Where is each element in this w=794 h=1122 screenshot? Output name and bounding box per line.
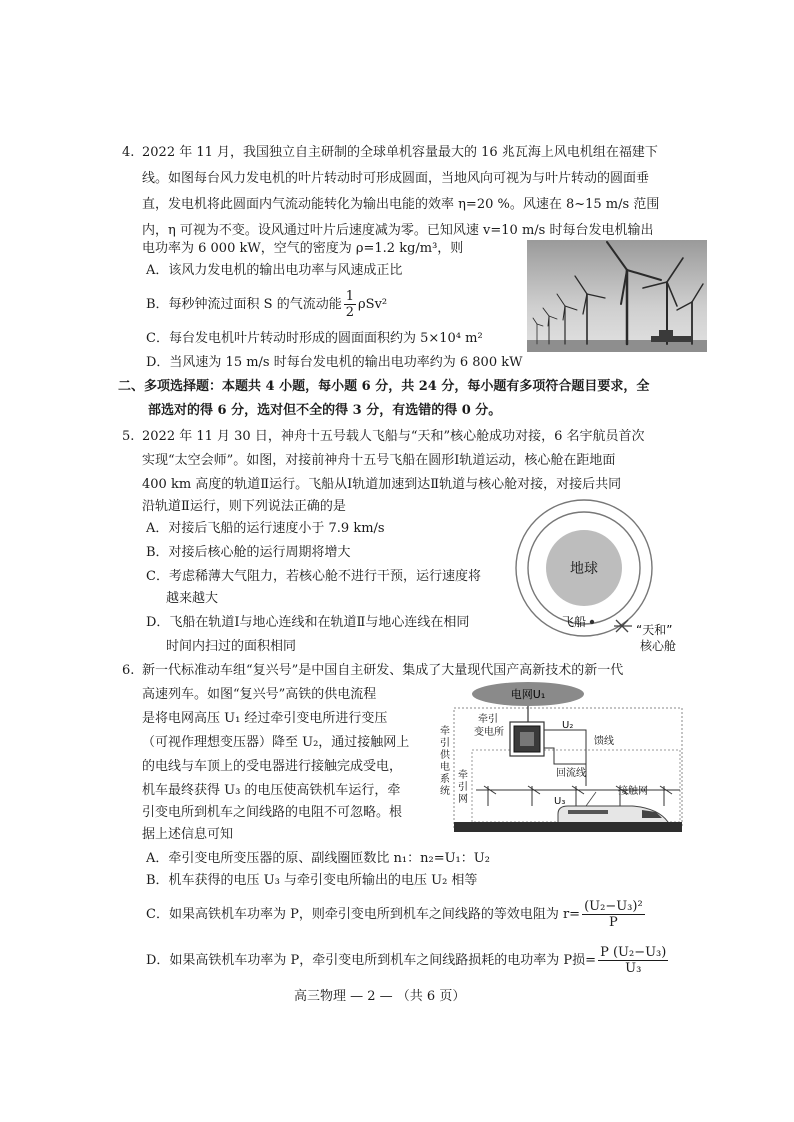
q4-line-3: 直，发电机将此圆面内气流动能转化为输出电能的效率 η=20 %。风速在 8~15 m/s 范围 xyxy=(142,197,660,212)
q5-option-c-line-1: C．考虑稀薄大气阻力，若核心舱不进行干预，运行速度将 xyxy=(146,569,481,584)
q5-line-1: 2022 年 11 月 30 日，神舟十五号载人飞船与“天和”核心舱成功对接，6 名宇航员首次 xyxy=(142,429,645,444)
q6-option-a: A．牵引变电所变压器的原、副线圈匝数比 n₁：n₂=U₁：U₂ xyxy=(146,851,490,866)
q6-option-d xyxy=(146,946,670,975)
q5-option-b: B．对接后核心舱的运行周期将增大 xyxy=(146,545,351,560)
q6-option-d-text: D．如果高铁机车功率为 P，牵引变电所到机车之间线路损耗的电功率为 P损= xyxy=(146,953,597,968)
q6-line-3: 是将电网高压 U₁ 经过牵引变电所进行变压 xyxy=(142,711,388,726)
u2-label: U₂ xyxy=(562,720,574,731)
fraction-numerator: (U₂−U₃)² xyxy=(584,899,643,914)
q6-line-6: 机车最终获得 U₃ 的电压使高铁机车运行，牵 xyxy=(142,783,401,798)
q4-line-1: 2022 年 11 月，我国独立自主研制的全球单机容量最大的 16 兆瓦海上风电机组在福建下 xyxy=(142,145,658,160)
track xyxy=(454,822,682,832)
spaceship-label: 飞船 xyxy=(562,615,587,629)
q5-line-4: 沿轨道Ⅱ运行，则下列说法正确的是 xyxy=(142,499,346,514)
svg-text:系: 系 xyxy=(440,774,450,785)
q5-option-a: A．对接后飞船的运行速度小于 7.9 km/s xyxy=(146,521,385,536)
power-supply-diagram xyxy=(436,682,686,838)
q6-line-7: 引变电所到机车之间线路的电阻不可忽略。根 xyxy=(142,805,403,820)
grid-label: 电网U₁ xyxy=(510,688,546,701)
q5-option-d-line-1: D．飞船在轨道Ⅰ与地心连线和在轨道Ⅱ与地心连线在相同 xyxy=(146,615,470,630)
q6-option-d-fraction xyxy=(598,946,668,975)
svg-text:牵: 牵 xyxy=(458,770,468,781)
side-label-traction-network xyxy=(458,768,468,805)
feeder-label: 馈线 xyxy=(594,736,614,747)
q6-line-2: 高速列车。如图“复兴号”高铁的供电流程 xyxy=(142,687,377,702)
substation-label-2: 变电所 xyxy=(474,727,504,738)
q5-number: 5. xyxy=(122,429,135,444)
q4-line-5: 电功率为 6 000 kW，空气的密度为 ρ=1.2 kg/m³，则 xyxy=(142,241,464,256)
q4-option-b-text: B．每秒钟流过面积 S 的气流动能 xyxy=(146,297,342,312)
svg-text:电: 电 xyxy=(440,762,450,773)
station-label-1: “天和” xyxy=(636,623,673,637)
page-footer: 高三物理 — 2 — （共 6 页） xyxy=(294,989,466,1004)
orbit-diagram xyxy=(510,494,690,660)
return-line-label: 回流线 xyxy=(556,768,586,779)
fraction-denominator: 2 xyxy=(345,305,355,320)
q5-option-d-line-2: 时间内扫过的面积相同 xyxy=(166,639,297,654)
train-icon xyxy=(558,792,668,824)
q5-line-2: 实现“太空会师”。如图，对接前神舟十五号飞船在圆形Ⅰ轨道运动，核心舱在距地面 xyxy=(142,453,616,468)
spaceship-dot xyxy=(590,620,594,624)
svg-text:供: 供 xyxy=(440,750,450,761)
q4-option-b-formula: ρSv² xyxy=(358,297,388,312)
q4-option-d: D．当风速为 15 m/s 时每台发电机的输出电功率约为 6 800 kW xyxy=(146,355,523,370)
space-station-icon xyxy=(614,620,632,632)
station-label-2: 核心舱 xyxy=(640,639,677,653)
q4-line-4: 内，η 可视为不变。设风通过叶片后速度减为零。已知风速 v=10 m/s 时每台发电机输出 xyxy=(142,223,654,238)
side-label-traction-system xyxy=(440,724,451,797)
q6-option-c xyxy=(146,900,647,929)
q4-option-b xyxy=(146,290,387,319)
substation-label-1: 牵引 xyxy=(478,714,498,725)
q5-line-3: 400 km 高度的轨道Ⅱ运行。飞船从Ⅰ轨道加速到达Ⅱ轨道与核心舱对接，对接后共同 xyxy=(142,477,622,492)
contact-network-label: 接触网 xyxy=(618,786,648,797)
q6-line-8: 据上述信息可知 xyxy=(142,827,234,842)
q6-option-b: B．机车获得的电压 U₃ 与牵引变电所输出的电压 U₂ 相等 xyxy=(146,873,478,888)
q4-option-c: C．每台发电机叶片转动时形成的圆面面积约为 5×10⁴ m² xyxy=(146,331,483,346)
q4-number: 4. xyxy=(122,145,135,160)
q4-line-2: 线。如图每台风力发电机的叶片转动时可形成圆面，当地风向可视为与叶片转动的圆面垂 xyxy=(142,171,650,186)
fraction-numerator: 1 xyxy=(345,289,355,304)
section-2-header-line-1: 二、多项选择题：本题共 4 小题，每小题 6 分，共 24 分，每小题有多项符合题目要求，全 xyxy=(118,379,650,394)
svg-text:网: 网 xyxy=(458,794,468,805)
q6-line-5: 的电线与车顶上的受电器进行接触完成受电， xyxy=(142,759,403,774)
svg-text:引: 引 xyxy=(440,738,450,749)
earth-label: 地球 xyxy=(570,561,598,577)
svg-text:牵: 牵 xyxy=(440,726,450,737)
fraction-denominator: P xyxy=(609,915,618,930)
u3-label: U₃ xyxy=(554,796,566,807)
q6-option-c-fraction xyxy=(582,900,645,929)
svg-text:统: 统 xyxy=(440,786,450,797)
q6-number: 6. xyxy=(122,663,135,678)
section-2-header-line-2: 部选对的得 6 分，选对但不全的得 3 分，有选错的得 0 分。 xyxy=(148,403,502,418)
wind-turbine-photo xyxy=(527,240,707,352)
q6-line-4: （可视作理想变压器）降至 U₂，通过接触网上 xyxy=(142,735,410,750)
q6-line-1: 新一代标准动车组“复兴号”是中国自主研发、集成了大量现代国产高新技术的新一代 xyxy=(142,663,624,678)
q4-option-b-fraction xyxy=(344,290,356,319)
q4-option-a: A．该风力发电机的输出电功率与风速成正比 xyxy=(146,263,403,278)
q5-option-c-line-2: 越来越大 xyxy=(166,591,219,606)
fraction-denominator: U₃ xyxy=(625,961,642,976)
svg-text:引: 引 xyxy=(458,782,468,793)
q6-option-c-text: C．如果高铁机车功率为 P，则牵引变电所到机车之间线路的等效电阻为 r= xyxy=(146,907,581,922)
fraction-numerator: P (U₂−U₃) xyxy=(600,945,667,960)
